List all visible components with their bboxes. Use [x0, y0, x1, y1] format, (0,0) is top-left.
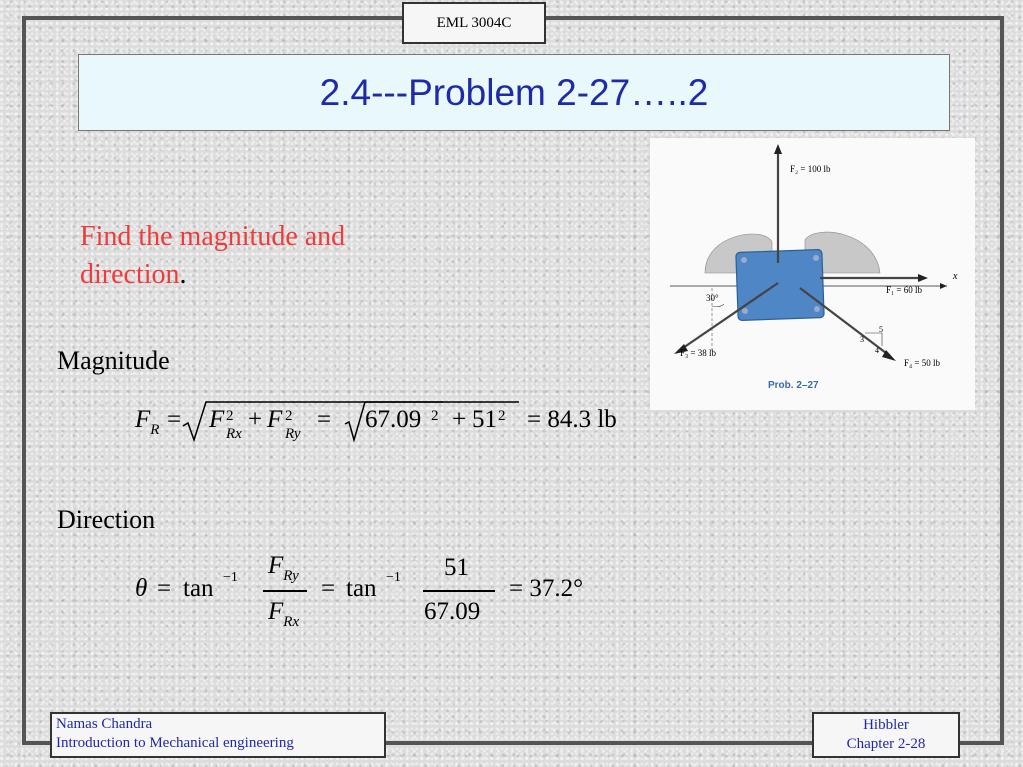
problem-figure	[650, 138, 975, 410]
denominator-f: F	[268, 598, 284, 625]
tan-function-2: tan	[346, 575, 377, 602]
triangle-hyp: 5	[879, 325, 883, 334]
fry-symbol: F	[267, 406, 283, 433]
fry-subscript: Ry	[285, 426, 301, 442]
frx-subscript: Rx	[226, 426, 242, 442]
instruction-period: .	[179, 259, 187, 290]
course-code-box	[402, 2, 546, 44]
fraction-bar-2	[423, 590, 495, 592]
x-axis-label: x	[953, 271, 958, 282]
direction-label: Direction	[57, 505, 156, 534]
course-title: Introduction to Mechanical engineering	[56, 735, 294, 751]
angle-label: 30°	[706, 293, 719, 303]
f4-label: F₄ = 50 lb	[904, 358, 940, 368]
numerator-value: 51	[444, 554, 469, 581]
inverse-exponent-1: −1	[223, 570, 238, 585]
frame-left	[22, 16, 26, 745]
instruction-text	[80, 218, 440, 294]
value-51: 51	[472, 406, 497, 433]
numerator-subscript: Ry	[283, 568, 299, 584]
footer-reference-box	[812, 712, 960, 758]
fr-subscript: R	[150, 422, 160, 438]
course-code: EML 3004C	[436, 14, 512, 31]
value-1-exponent: 2	[431, 408, 439, 424]
slide-title: 2.4---Problem 2-27…..2	[319, 71, 709, 113]
reference-name: Hibbler	[863, 717, 909, 733]
title-box	[78, 54, 950, 131]
numerator-f: F	[268, 552, 284, 579]
triangle-side-4: 4	[875, 346, 879, 355]
value-67-09: 67.09	[365, 406, 422, 433]
magnitude-label: Magnitude	[57, 346, 170, 375]
chapter-page: Chapter 2-28	[846, 736, 926, 752]
bracket-plate	[736, 250, 824, 321]
footer-author-box	[50, 712, 386, 758]
denominator-value: 67.09	[424, 598, 481, 625]
figure-caption: Prob. 2–27	[768, 380, 819, 391]
tan-function-1: tan	[183, 575, 214, 602]
denominator-subscript: Rx	[283, 614, 300, 630]
fraction-bar-1	[263, 590, 307, 592]
f1-label: F₁ = 60 lb	[886, 285, 922, 295]
triangle-side-3: 3	[860, 335, 864, 344]
direction-result: = 37.2°	[509, 575, 584, 602]
force-diagram	[650, 138, 975, 410]
instruction-body: Find the magnitude and direction	[80, 221, 346, 290]
fry-exponent: 2	[285, 408, 293, 424]
direction-equation: θ = tan −1 $F_{Ry}$ $F_{Rx}$ = tan −1 51 67.09 = 37.2°	[135, 552, 584, 630]
magnitude-equation: $F_R$ = F 2 Rx + F 2 Ry = 67.09 2 + 51 2 = 84.3 lb	[135, 402, 645, 442]
frx-exponent: 2	[226, 408, 234, 424]
magnitude-result: = 84.3 lb	[527, 406, 617, 433]
inverse-exponent-2: −1	[386, 570, 401, 585]
frx-symbol: F	[209, 406, 225, 433]
f2-label: F₂ = 100 lb	[790, 164, 831, 174]
theta-symbol: θ	[135, 575, 148, 602]
frame-right	[1000, 16, 1004, 745]
fr-symbol: F	[135, 406, 151, 433]
author-name: Namas Chandra	[56, 716, 153, 732]
value-2-exponent: 2	[498, 408, 506, 424]
f3-label: F₃ = 38 lb	[680, 348, 716, 358]
